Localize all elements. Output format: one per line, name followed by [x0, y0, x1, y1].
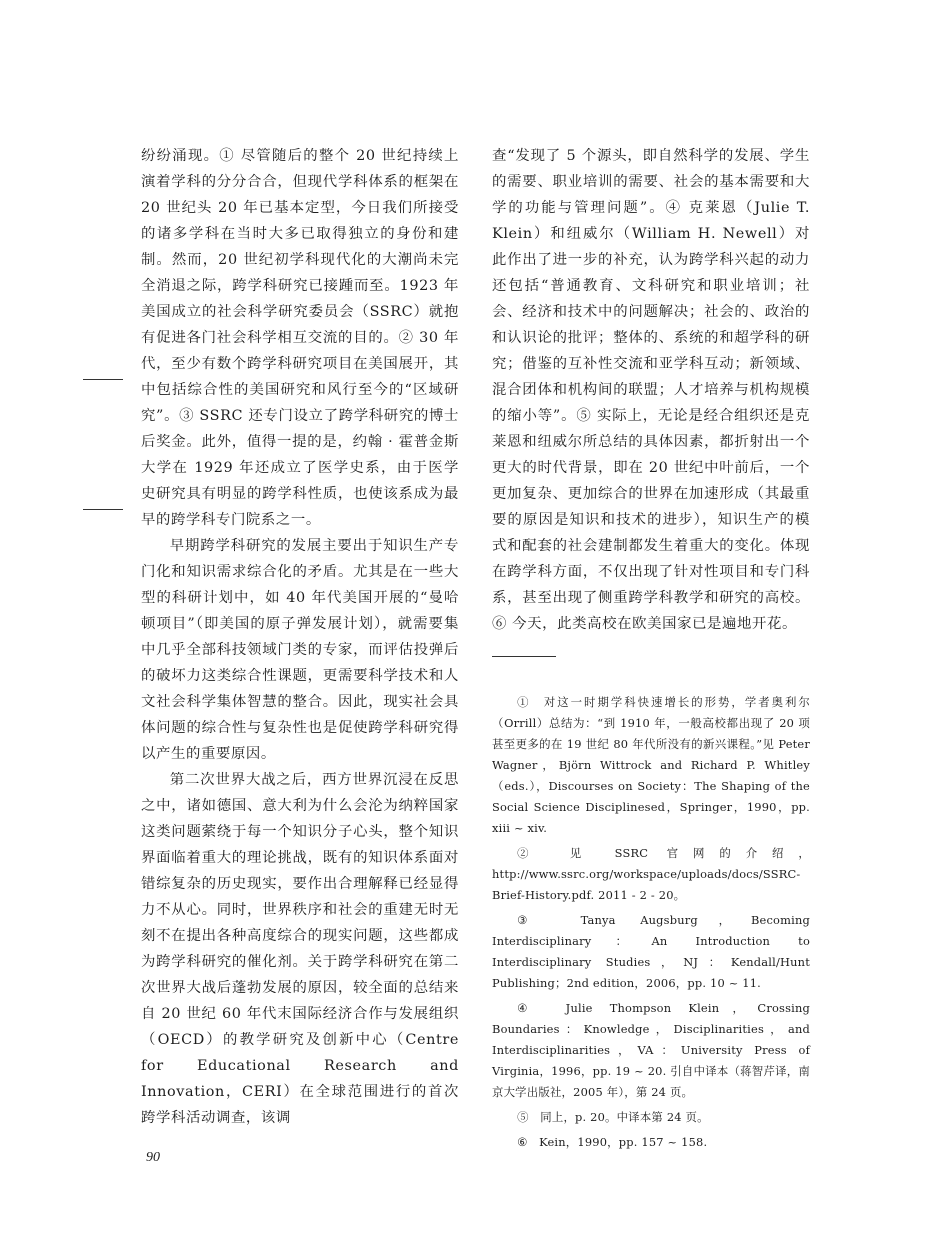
page-number: 90	[146, 1150, 160, 1165]
body-paragraph: 早期跨学科研究的发展主要出于知识生产专门化和知识需求综合化的矛盾。尤其是在一些大型的科研计划中，如 40 年代美国开展的“曼哈顿项目”（即美国的原子弹发展计划），就需要集中几乎全部科技领域门类的专家，而评估投弹后的破坏力这类综合性课题，更需要科学技术和人文社会科学集体智慧的整合。因此，现实社会具体问题的综合性与复杂性也是促使跨学科研究得以产生的重要原因。	[141, 538, 459, 762]
footnote: ⑥ Kein，1990，pp. 157 ~ 158.	[517, 1135, 708, 1149]
footnote-separator	[492, 656, 556, 657]
footnote: ⑤ 同上，p. 20。中译本第 24 页。	[517, 1110, 709, 1124]
left-column	[141, 143, 459, 1131]
body-paragraph: 纷纷涌现。① 尽管随后的整个 20 世纪持续上演着学科的分分合合，但现代学科体系的框架在 20 世纪头 20 年已基本定型，今日我们所接受的诸多学科在当时大多已取得独立的身份和建制。然而，20 世纪初学科现代化的大潮尚未完全消退之际，跨学科研究已接踵而至。1923 年美国成立的社会科学研究委员会（SSRC）就抱有促进各门社会科学相互交流的目的。② 30 年代，至少有数个跨学科研究项目在美国展开，其中包括综合性的美国研究和风行至今的“区域研究”。③ SSRC 还专门设立了跨学科研究的博士后奖金。此外，值得一提的是，约翰 · 霍普金斯大学在 1929 年还成立了医学史系，由于医学史研究具有明显的跨学科性质，也使该系成为最早的跨学科专门院系之一。	[141, 148, 459, 528]
footnote: ④ Julie Thompson Klein，Crossing Boundaries：Knowledge，Disciplinarities，and Interdisciplinarities，VA：University Press of Virginia，1996，pp. 19 ~ 20. 引自中译本（蒋智芹译，南京大学出版社，2005 年），第 24 页。	[492, 1001, 810, 1099]
right-column	[492, 143, 810, 637]
body-paragraph: 查“发现了 5 个源头，即自然科学的发展、学生的需要、职业培训的需要、社会的基本需要和大学的功能与管理问题”。④ 克莱恩（Julie T. Klein）和纽威尔（William H. Newell）对此作出了进一步的补充，认为跨学科兴起的动力还包括“普通教育、文科研究和职业培训；社会、经济和技术中的问题解决；社会的、政治的和认识论的批评；整体的、系统的和超学科的研究；借鉴的互补性交流和亚学科互动；新领域、混合团体和机构间的联盟；人才培养与机构规模的缩小等”。⑤ 实际上，无论是经合组织还是克莱恩和纽威尔所总结的具体因素，都折射出一个更大的时代背景，即在 20 世纪中叶前后，一个更加复杂、更加综合的世界在加速形成（其最重要的原因是知识和技术的进步），知识生产的模式和配套的社会建制都发生着重大的变化。体现在跨学科方面，不仅出现了针对性项目和专门科系，甚至出现了侧重跨学科教学和研究的高校。⑥ 今天，此类高校在欧美国家已是遍地开花。	[492, 148, 810, 632]
footnote: ③ Tanya Augsburg，Becoming Interdisciplinary：An Introduction to Interdisciplinary Studies，NJ：Kendall/Hunt Publishing；2nd edition，2006，pp. 10 ~ 11.	[492, 913, 810, 990]
footnote: ① 对这一时期学科快速增长的形势，学者奥利尔（Orrill）总结为：“到 1910 年，一般高校都出现了 20 项甚至更多的在 19 世纪 80 年代所没有的新兴课程。”见 Peter Wagner，Björn Wittrock and Richard P. Whitley（eds.），Discourses on Society：The Shaping of the Social Science Disciplinesed，Springer，1990，pp. xiii ~ xiv.	[492, 695, 810, 835]
body-paragraph: 第二次世界大战之后，西方世界沉浸在反思之中，诸如德国、意大利为什么会沦为纳粹国家这类问题萦绕于每一个知识分子心头，整个知识界面临着重大的理论挑战，既有的知识体系面对错综复杂的历史现实，要作出合理解释已经显得力不从心。同时，世界秩序和社会的重建无时无刻不在提出各种高度综合的现实问题，这些都成为跨学科研究的催化剂。关于跨学科研究在第二次世界大战后蓬勃发展的原因，较全面的总结来自 20 世纪 60 年代末国际经济合作与发展组织（OECD）的教学研究及创新中心（Centre for Educational Research and Innovation，CERI）在全球范围进行的首次跨学科活动调查，该调	[141, 772, 459, 1126]
margin-rule	[83, 509, 123, 510]
footnote: ② 见 SSRC 官网的介绍，http://www.ssrc.org/workspace/uploads/docs/SSRC-Brief-History.pdf. 2011 - 2 - 20。	[492, 846, 810, 902]
footnotes	[492, 692, 810, 1157]
margin-rule	[83, 379, 123, 380]
